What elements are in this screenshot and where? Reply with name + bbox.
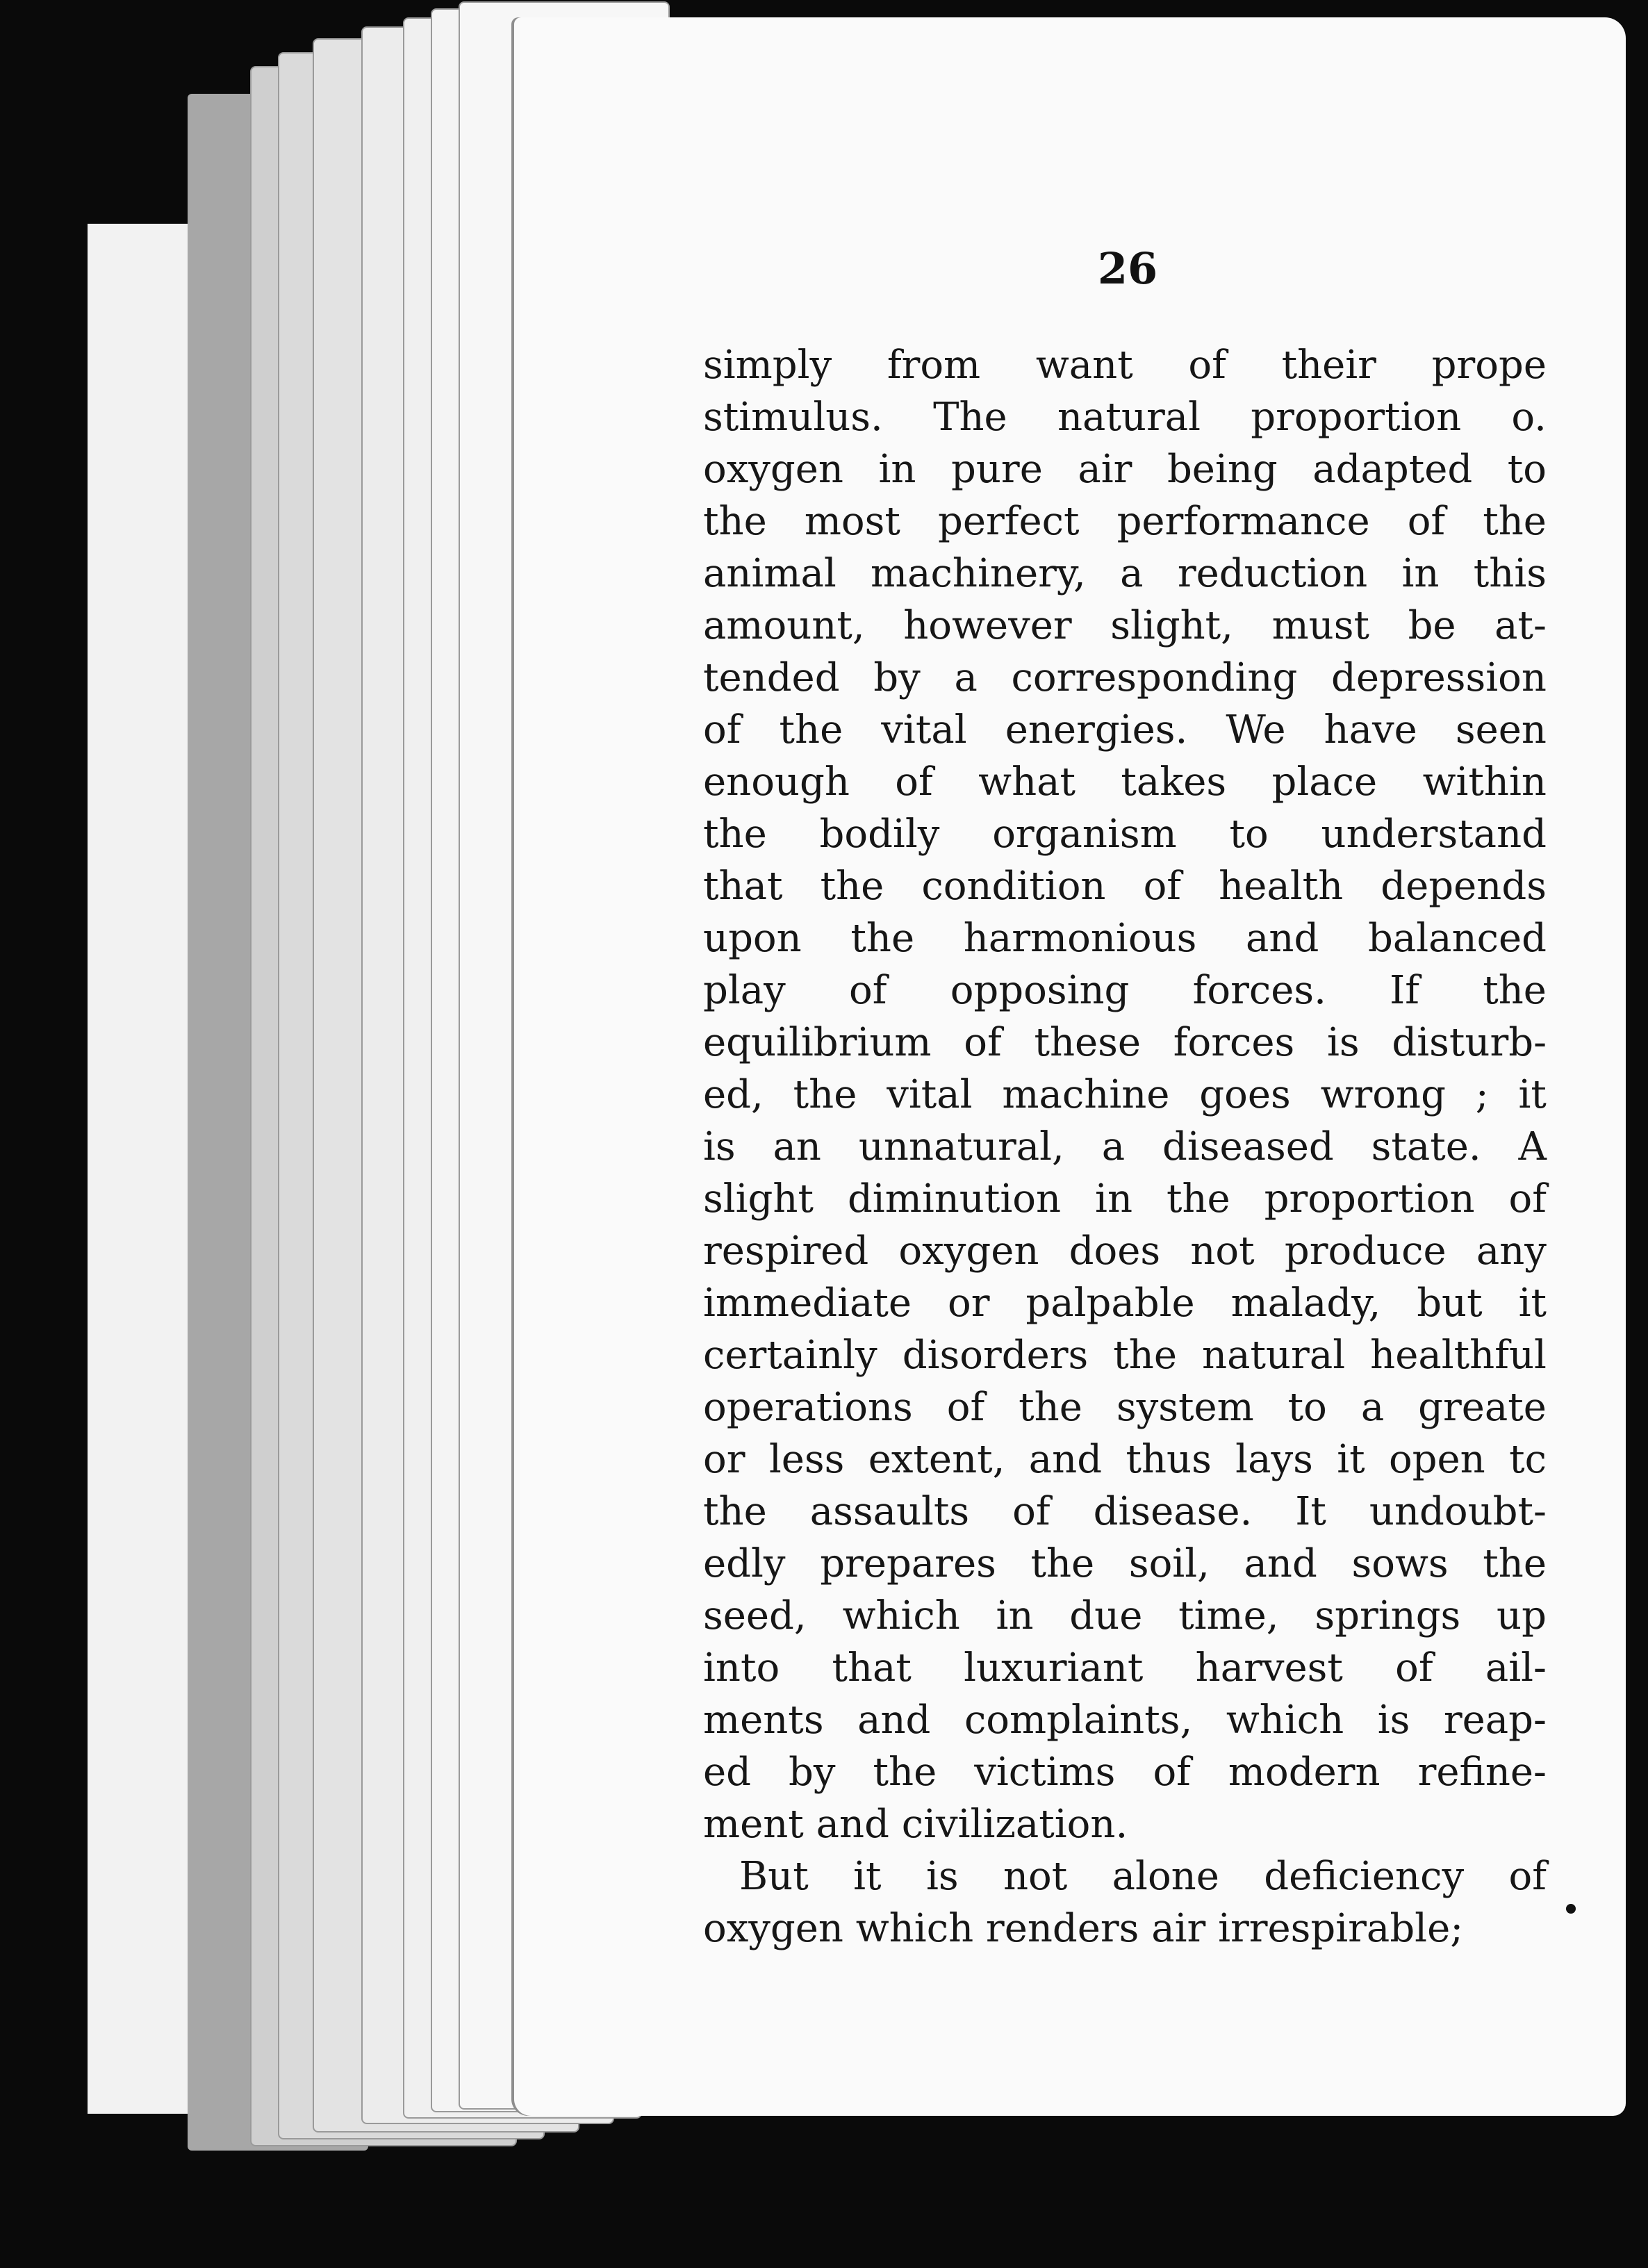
text-line: respired oxygen does not produce any	[703, 1228, 1547, 1274]
text-line: play of opposing forces. If the	[703, 968, 1547, 1013]
text-line: or less extent, and thus lays it open tc	[703, 1437, 1547, 1482]
text-line: operations of the system to a greate	[703, 1385, 1547, 1430]
text-line: animal machinery, a reduction in this	[703, 551, 1547, 596]
text-line: ments and complaints, which is reap-	[703, 1698, 1547, 1743]
text-line: stimulus. The natural proportion o.	[703, 395, 1547, 440]
text-line: edly prepares the soil, and sows the	[703, 1541, 1547, 1586]
text-line: ed by the victims of modern refine-	[703, 1750, 1547, 1795]
text-line: enough of what takes place within	[703, 759, 1547, 805]
text-line: seed, which in due time, springs up	[703, 1593, 1547, 1638]
body-text	[703, 339, 1547, 1955]
page-number: 26	[1097, 243, 1158, 294]
text-line: slight diminution in the proportion of	[703, 1176, 1547, 1222]
text-line: ed, the vital machine goes wrong ; it	[703, 1072, 1547, 1117]
text-line: upon the harmonious and balanced	[703, 916, 1547, 961]
text-line: is an unnatural, a diseased state. A	[703, 1124, 1547, 1169]
text-line: immediate or palpable malady, but it	[703, 1281, 1547, 1326]
text-line: ment and civilization.	[703, 1802, 1128, 1847]
text-line: into that luxuriant harvest of ail-	[703, 1645, 1547, 1691]
text-line: tended by a corresponding depression	[703, 655, 1547, 700]
text-line: certainly disorders the natural healthful	[703, 1333, 1547, 1378]
text-line: that the condition of health depends	[703, 864, 1547, 909]
text-line: the most perfect performance of the	[703, 499, 1547, 544]
text-line: of the vital energies. We have seen	[703, 707, 1547, 753]
text-line: the assaults of disease. It undoubt-	[703, 1489, 1547, 1534]
text-line: simply from want of their prope	[703, 343, 1547, 388]
margin-dot	[1566, 1904, 1576, 1914]
text-line: amount, however slight, must be at-	[703, 603, 1547, 648]
text-line: oxygen in pure air being adapted to	[703, 447, 1547, 492]
text-line: equilibrium of these forces is disturb-	[703, 1020, 1547, 1065]
text-line: oxygen which renders air irrespirable;	[703, 1906, 1464, 1951]
text-line: But it is not alone deficiency of	[739, 1854, 1547, 1899]
text-line: the bodily organism to understand	[703, 812, 1547, 857]
